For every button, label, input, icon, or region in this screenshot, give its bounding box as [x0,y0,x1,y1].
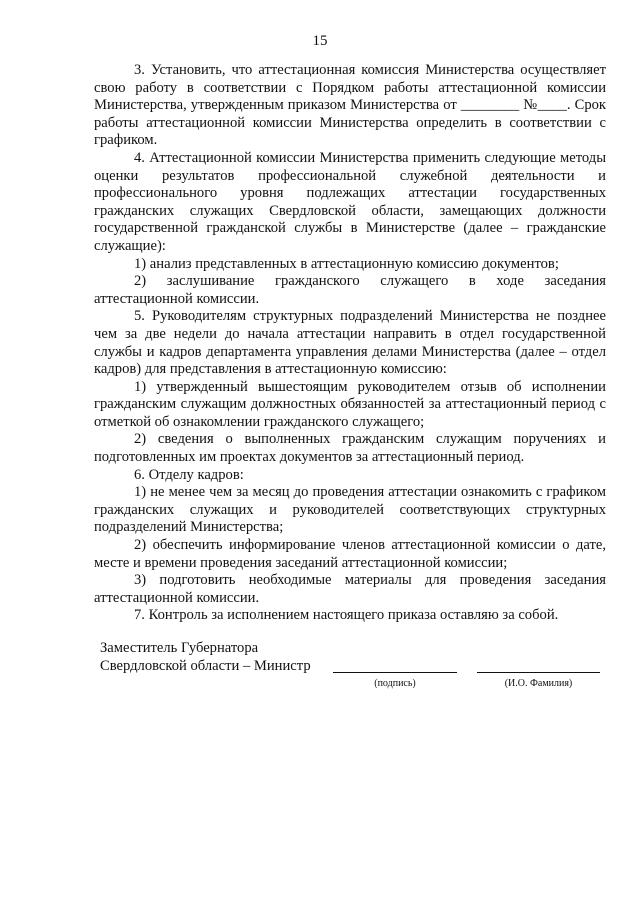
document-body [94,62,606,625]
signature-block [100,639,620,697]
signatory-title-line-1: Заместитель Губернатора [100,640,259,656]
page-number: 15 [312,33,328,49]
signature-caption: (подпись) [374,678,416,689]
name-line [477,672,600,673]
paragraph-6-item-1: 1) не менее чем за месяц до проведения аттестации ознакомить с графиком гражданских служащих и руководителей соответствующих структурных подразделений Министерства; [94,484,606,536]
signature-line [333,672,457,673]
paragraph-3-commission-procedure: 3. Установить, что аттестационная комиссия Министерства осуществляет свою работу в соответствии с Порядком работы аттестационной комиссии Министерства, утвержденным приказом Министерства от ________ №____. Срок работы аттестационной комиссии Министерства определить в соответствии с графиком. [94,62,606,149]
paragraph-6-item-3: 3) подготовить необходимые материалы для проведения заседания аттестационной комиссии. [94,572,606,606]
paragraph-4-item-1: 1) анализ представленных в аттестационную комиссию документов; [134,255,559,272]
name-caption: (И.О. Фамилия) [504,678,573,689]
paragraph-5-item-1: 1) утвержденный вышестоящим руководителем отзыв об исполнении гражданским служащим должностных обязанностей за аттестационный период с отметкой об ознакомлении гражданского служащего; [94,378,606,430]
paragraph-6-item-2: 2) обеспечить информирование членов аттестационной комиссии о дате, месте и времени проведения заседаний аттестационной комиссии; [94,537,606,571]
paragraph-6-hr-department: 6. Отделу кадров: [134,466,244,483]
paragraph-4-evaluation-methods: 4. Аттестационной комиссии Министерства применить следующие методы оценки результатов профессиональной служебной деятельности и профессионального уровня подлежащих аттестации государственных гражданских служащих Свердловской области, замещающих должности государственной гражданской службы в Министерстве (далее – гражданские служащие): [94,149,606,254]
paragraph-5-department-heads: 5. Руководителям структурных подразделений Министерства не позднее чем за две недели до начала аттестации направить в отдел государственной службы и кадров департамента управления делами Министерства (далее – отдел кадров) для представления в аттестационную комиссию: [94,308,606,378]
paragraph-5-item-2: 2) сведения о выполненных гражданским служащим поручениях и подготовленных им проектах документов за аттестационный период. [94,431,606,466]
paragraph-7-control: 7. Контроль за исполнением настоящего приказа оставляю за собой. [134,607,559,624]
paragraph-4-item-2: 2) заслушивание гражданского служащего в ходе заседания аттестационной комиссии. [94,273,606,307]
signature-row [100,657,620,697]
signatory-title-line-2: Свердловской области – Министр [100,658,311,674]
